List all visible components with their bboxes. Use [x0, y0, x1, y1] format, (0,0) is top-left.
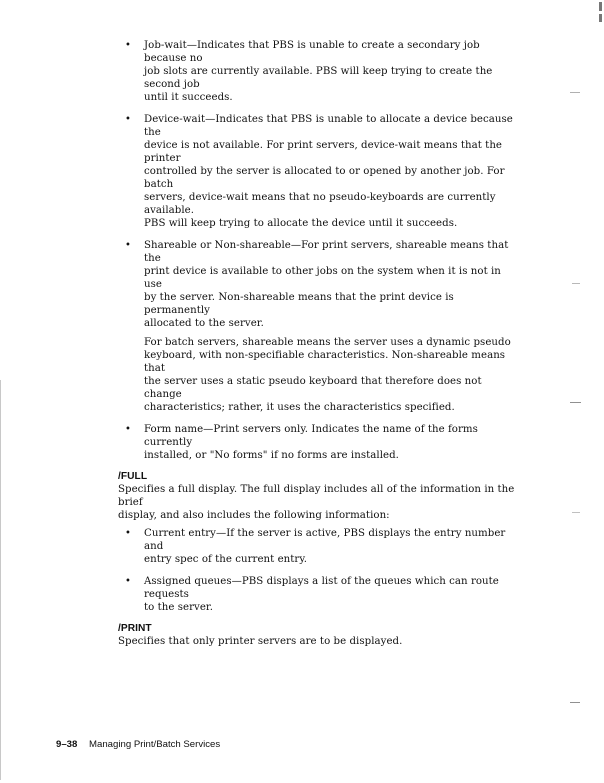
bullet-shareable — [118, 239, 518, 330]
full-qualifier-heading: /FULL — [118, 471, 148, 482]
status-bullet-list — [118, 39, 518, 330]
left-scan-edge — [0, 380, 1, 780]
form-bullet-list — [118, 423, 518, 462]
bullet-line: by the server. Non-shareable means that the print device is permanently — [144, 292, 454, 316]
bullet-line: allocated to the server. — [144, 318, 264, 329]
note-line: For batch servers, shareable means the server uses a dynamic pseudo — [144, 337, 511, 348]
bullet-line: Device-wait—Indicates that PBS is unable to allocate a device because the — [144, 114, 513, 138]
page-number: 9–38 — [56, 739, 78, 750]
bullet-line: print device is available to other jobs on the system when it is not in use — [144, 266, 501, 290]
margin-tick — [570, 92, 580, 93]
description-line: Specifies a full display. The full display includes all of the information in the brief — [118, 484, 515, 508]
bullet-device-wait — [118, 113, 518, 230]
bullet-line: Shareable or Non-shareable—For print servers, shareable means that the — [144, 240, 509, 264]
bullet-assigned-queues — [118, 575, 518, 614]
bullet-line: entry spec of the current entry. — [144, 554, 308, 565]
margin-tick — [570, 402, 581, 403]
bullet-line: to the server. — [144, 602, 213, 613]
note-line: keyboard, with non-specifiable characteristics. Non-shareable means that — [144, 350, 506, 374]
note-line: the server uses a static pseudo keyboard that therefore does not change — [144, 376, 482, 400]
bullet-line: Form name—Print servers only. Indicates the name of the forms currently — [144, 424, 478, 448]
bullet-dot: • — [125, 424, 131, 435]
bullet-line: servers, device-wait means that no pseudo-keyboards are currently available. — [144, 192, 496, 216]
bullet-line: Assigned queues—PBS displays a list of the queues which can route requests — [144, 576, 499, 600]
page-content — [118, 39, 518, 653]
margin-tick — [572, 512, 580, 513]
scan-mark-top-right-lower — [599, 14, 602, 22]
note-line: characteristics; rather, it uses the characteristics specified. — [144, 402, 455, 413]
bullet-line: Job-wait—Indicates that PBS is unable to create a secondary job because no — [144, 40, 480, 64]
shareable-batch-note — [118, 336, 518, 414]
full-bullet-list — [118, 527, 518, 614]
margin-tick — [570, 702, 580, 703]
description-line: display, and also includes the following information: — [118, 510, 390, 521]
bullet-line: PBS will keep trying to allocate the device until it succeeds. — [144, 218, 458, 229]
full-qualifier-description — [118, 483, 518, 522]
print-qualifier-heading: /PRINT — [118, 623, 152, 634]
bullet-line: until it succeeds. — [144, 92, 233, 103]
print-qualifier-description — [118, 635, 518, 648]
bullet-current-entry — [118, 527, 518, 566]
margin-tick — [572, 283, 580, 284]
bullet-dot: • — [125, 528, 131, 539]
bullet-line: device is not available. For print servers, device-wait means that the printer — [144, 140, 503, 164]
bullet-line: Current entry—If the server is active, PBS displays the entry number and — [144, 528, 506, 552]
bullet-dot: • — [125, 114, 131, 125]
bullet-dot: • — [125, 40, 131, 51]
footer-section-title: Managing Print/Batch Services — [89, 739, 221, 750]
bullet-line: job slots are currently available. PBS will keep trying to create the second job — [144, 66, 493, 90]
bullet-dot: • — [125, 240, 131, 251]
bullet-line: controlled by the server is allocated to or opened by another job. For batch — [144, 166, 505, 190]
scan-mark-top-right — [599, 2, 602, 11]
description-line: Specifies that only printer servers are to be displayed. — [118, 636, 403, 647]
bullet-line: installed, or "No forms" if no forms are installed. — [144, 450, 399, 461]
bullet-dot: • — [125, 576, 131, 587]
bullet-job-wait — [118, 39, 518, 104]
page-footer — [56, 739, 220, 750]
bullet-form-name — [118, 423, 518, 462]
